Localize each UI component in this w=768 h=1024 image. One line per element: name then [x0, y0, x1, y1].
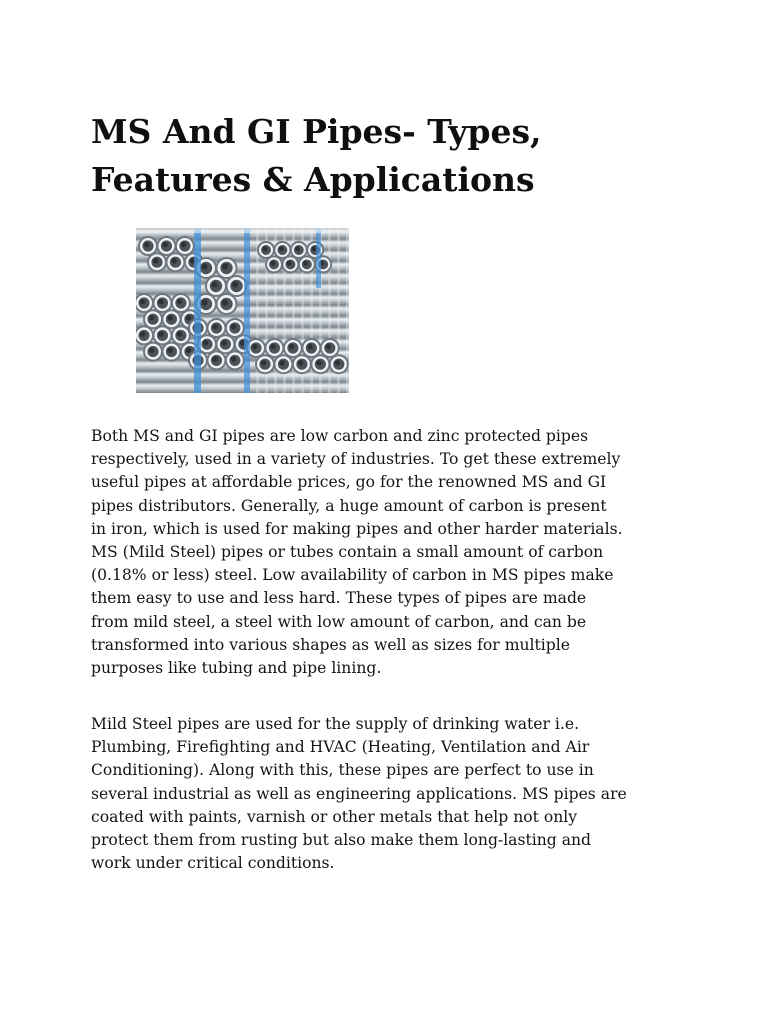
text-line: several industrial as well as engineering applications. MS pipes are: [91, 784, 627, 803]
text-line: purposes like tubing and pipe lining.: [91, 659, 382, 678]
text-line: pipes distributors. Generally, a huge amount of carbon is present: [91, 496, 607, 515]
text-line: transformed into various shapes as well as sizes for multiple: [91, 635, 570, 654]
galvanized-pipes-photo: [136, 228, 349, 393]
text-line: Both MS and GI pipes are low carbon and zinc protected pipes: [91, 427, 589, 445]
paragraph-ms-gi-intro: [91, 425, 731, 680]
text-line: from mild steel, a steel with low amount of carbon, and can be: [91, 612, 587, 631]
text-line: protect them from rusting but also make them long-lasting and: [91, 831, 592, 850]
text-line: Mild Steel pipes are used for the supply of drinking water i.e.: [91, 715, 580, 733]
text-line: in iron, which is used for making pipes and other harder materials.: [91, 519, 623, 538]
paragraph-ms-applications: [91, 713, 731, 875]
text-line: useful pipes at affordable prices, go for the renowned MS and GI: [91, 473, 607, 492]
text-line: them easy to use and less hard. These types of pipes are made: [91, 589, 587, 608]
text-line: MS (Mild Steel) pipes or tubes contain a small amount of carbon: [91, 543, 604, 562]
text-line: (0.18% or less) steel. Low availability of carbon in MS pipes make: [91, 566, 614, 585]
text-line: respectively, used in a variety of industries. To get these extremely: [91, 450, 621, 469]
text-line: Conditioning). Along with this, these pipes are perfect to use in: [91, 761, 594, 780]
title-line: Features & Applications: [91, 160, 535, 199]
page-title: [91, 108, 711, 204]
title-line: MS And GI Pipes- Types,: [91, 112, 542, 151]
pipes-illustration: [136, 228, 349, 393]
text-line: coated with paints, varnish or other metals that help not only: [91, 807, 578, 826]
text-line: Plumbing, Firefighting and HVAC (Heating, Ventilation and Air: [91, 738, 590, 757]
text-line: work under critical conditions.: [91, 854, 335, 873]
